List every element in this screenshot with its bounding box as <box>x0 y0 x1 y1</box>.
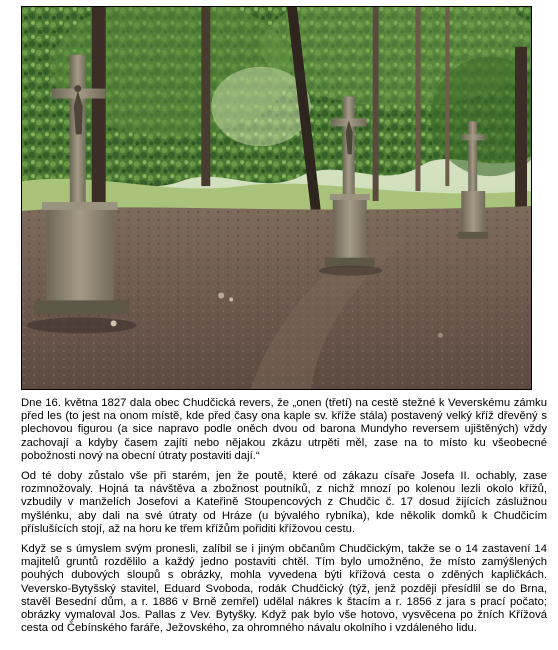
forest-crosses-illustration <box>22 7 531 389</box>
photo-three-crosses <box>21 6 532 390</box>
article-text <box>21 397 547 642</box>
paragraph-1: Dne 16. května 1827 dala obec Chudčická revers, že „onen (třetí) na cestě stežné k Veverskému zámku před les (to jest na onom místě, kde před časy ona kaple sv. kříže stála) postavený velký kříž dřevěný s plechovou figurou (a sice napravo podle oněch dvou od barona Mundyho reversem ujištěných) vždy zachovají a kdyby časem zajíti nebo nějakou zkázu utrpěti měl, zase na to místo ku všeobecné pobožnosti nový na obecní útraty postaviti dají.“ <box>21 397 547 462</box>
paragraph-3: Když se s úmyslem svým pronesli, zalíbil se i jiným občanům Chudčickým, takže se o 14 zastavení 14 majitelů gruntů rozdělilo a každý jedno postaviti chtěl. Tím bylo umožněno, že místo zamýšlených pouhých dubových sloupů s obrázky, mohla vyvedena býti křížová cesta o zděných kapličkách. Veversko-Bytyšský stavitel, Eduard Svoboda, rodák Chudčický (týž, jenž později přesídlil se do Brna, stavěl Besední dům, a r. 1886 v Brně zemřel) udělal nákres k štacím a r. 1856 z jara s prací počato; obrázky vymaloval Jos. Pallas z Vev. Bytyšky. Když pak bylo vše hotovo, vysvěcena po žních Křížová cesta od Čebínského faráře, Ježovského, za ohromného návalu okolního i vzdáleného lidu. <box>21 543 547 635</box>
paragraph-2: Od té doby zůstalo vše při starém, jen že poutě, které od zákazu císaře Josefa II. ochably, zase rozmnožovaly. Hojná ta návštěva a zbožnost poutníků, z nichž mnozí po kolenou lezli okolo křížů, vzbudily v manželích Josefovi a Kateřině Stoupencových z Chudčic č. 17 dosud žijících záslužnou myšlénku, aby dali na své útraty od Hráze (u bývalého rybníka), kde několik domků k Chudčicím příslušících stojí, až na horu ke třem křížům pořiditi křížovou cestu. <box>21 470 547 535</box>
